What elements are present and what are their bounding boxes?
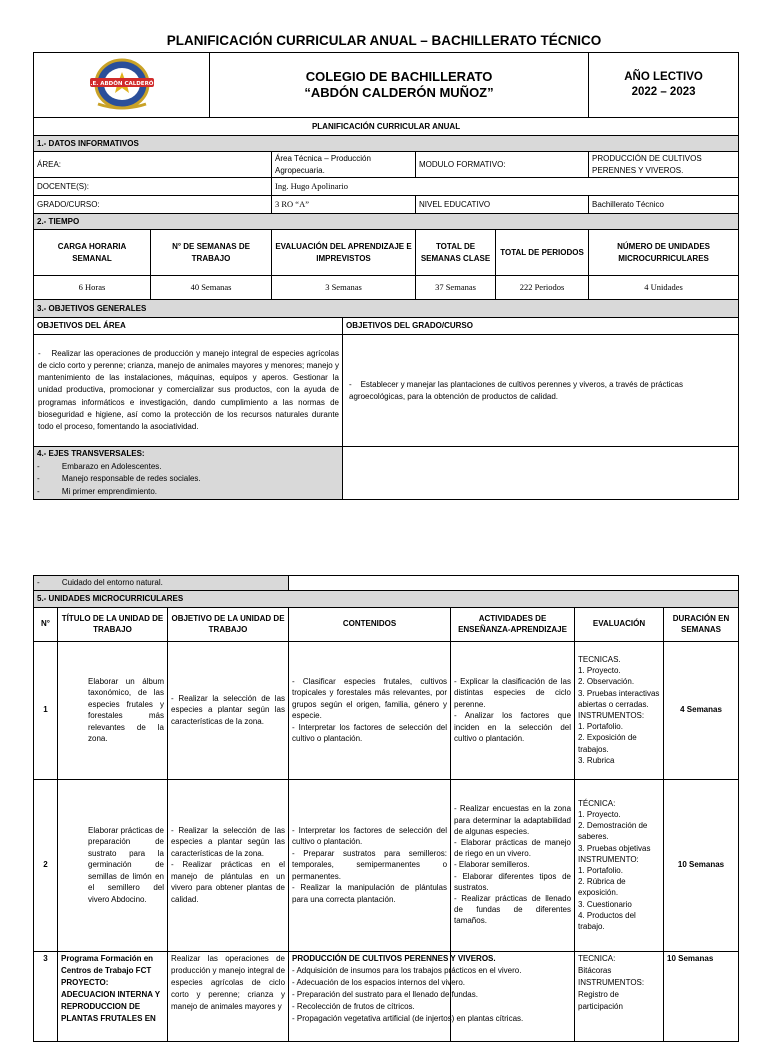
unidades-header-evaluacion: EVALUACIÓN [575,607,664,641]
objetivos-area-header: OBJETIVOS DEL ÁREA [34,318,343,335]
unidad-objetivo: - Realizar la selección de las especies a plantar según las características de la zona. - Realizar prácticas en el manejo de plántulas en un vivero para obtener plantas de calidad. [168,779,289,951]
unidades-header-num: N° [34,607,58,641]
tiempo-value-unidades: 4 Unidades [589,276,739,300]
unidad-actividades: - Explicar la clasificación de las distintas especies de ciclo perenne. - Analizar los factores que inciden en la selección del cultivo o plantación. [451,641,575,779]
unidad-contenidos: - Clasificar especies frutales, cultivos tropicales y forestales más relevantes, por grupos según el origen, familia, género y especie. - Interpretar los factores de selección del cultivo o plantación. [289,641,451,779]
unidad-titulo: Elaborar un álbum taxonómico, de las especies frutales y forestales más relevantes de la zona. [58,641,168,779]
unidad-num: 2 [34,779,58,951]
tiempo-value-total-semanas: 37 Semanas [416,276,496,300]
svg-text:U.E. ABDÓN CALDERÓN: U.E. ABDÓN CALDERÓN [85,81,158,88]
area-value: Área Técnica – Producción Agropecuaria. [272,152,416,178]
modulo-value: PRODUCCIÓN DE CULTIVOS PERENNES Y VIVEROS. [589,152,739,178]
unidad-num: 1 [34,641,58,779]
section-datos-informativos: 1.- DATOS INFORMATIVOS [34,136,739,152]
unidad-titulo: Elaborar prácticas de preparación de sustrato para la germinación de semillas de limón en el semillero del vivero Abdocino. [58,779,168,951]
table-row [34,951,739,1041]
tiempo-value-semanas: 40 Semanas [151,276,272,300]
table-row [34,641,739,779]
eje-continued: - Cuidado del entorno natural. [34,576,289,591]
page-title: PLANIFICACIÓN CURRICULAR ANUAL – BACHILLERATO TÉCNICO [166,33,602,48]
tiempo-header-periodos: TOTAL DE PERIODOS [496,230,589,276]
objetivos-grado-text: - Establecer y manejar las plantaciones de cultivos perennes y viveros, a través de prácticas agroecológicas, para la obtención de productos de calidad. [343,335,739,447]
nivel-label: NIVEL EDUCATIVO [416,196,589,214]
grado-label: GRADO/CURSO: [34,196,272,214]
unidad-objetivo: Realizar las operaciones de producción y manejo integral de especies agrícolas de ciclo corto y perenne; crianza y manejo de animales mayores y [168,951,289,1041]
table-row [34,779,739,951]
plan-title: PLANIFICACIÓN CURRICULAR ANUAL [34,118,739,136]
tiempo-value-carga: 6 Horas [34,276,151,300]
unidades-header-objetivo: OBJETIVO DE LA UNIDAD DE TRABAJO [168,607,289,641]
eje-item: - Embarazo en Adolescentes. [37,461,162,471]
objetivos-grado-header: OBJETIVOS DEL GRADO/CURSO [343,318,739,335]
unidad-contenidos: PRODUCCIÓN DE CULTIVOS PERENNES Y VIVEROS. - Adquisición de insumos para los trabajos prácticos en el vivero. - Adecuación de los espacios internos del vivero. - Preparación del sustrato para el llenado de fundas. - Recolección de frutos de cítricos. - Propagación vegetativa artificial (de injertos) en plantas cítricas. [289,951,451,1041]
unidad-duracion: 4 Semanas [664,641,739,779]
unidad-objetivo: - Realizar la selección de las especies a plantar según las características de la zona. [168,641,289,779]
section-objetivos: 3.- OBJETIVOS GENERALES [34,300,739,318]
area-label: ÁREA: [34,152,272,178]
eje-continued-empty [289,576,739,591]
tiempo-header-evaluacion: EVALUACIÓN DEL APRENDIZAJE E IMPREVISTOS [272,230,416,276]
unidades-header-actividades: ACTIVIDADES DE ENSEÑANZA-APRENDIZAJE [451,607,575,641]
tiempo-header-total-semanas: TOTAL DE SEMANAS CLASE [416,230,496,276]
unidad-duracion: 10 Semanas [664,779,739,951]
tiempo-value-periodos: 222 Periodos [496,276,589,300]
ejes-transversales: 4.- EJES TRANSVERSALES: - Embarazo en Adolescentes. - Manejo responsable de redes sociales. - Mi primer emprendimiento. [34,447,343,500]
tiempo-value-evaluacion: 3 Semanas [272,276,416,300]
eje-item: - Manejo responsable de redes sociales. [37,474,201,483]
school-name: COLEGIO DE BACHILLERATO “ABDÓN CALDERÓN MUÑOZ” [210,53,589,118]
docente-value: Ing. Hugo Apolinario [272,178,739,196]
section-unidades: 5.- UNIDADES MICROCURRICULARES [34,590,739,607]
unidad-evaluacion: TECNICAS. 1. Proyecto. 2. Observación. 3. Pruebas interactivas abiertas o cerradas. INSTRUMENTOS: 1. Portafolio. 2. Exposición de trabajos. 3. Rubrica [575,641,664,779]
docente-label: DOCENTE(S): [34,178,272,196]
tiempo-header-unidades: NÚMERO DE UNIDADES MICROCURRICULARES [589,230,739,276]
unidad-contenidos: - Interpretar los factores de selección del cultivo o plantación. - Preparar sustratos para semilleros: temporales, semipermanentes o permanentes. - Realizar la manipulación de plántulas para una correcta plantación. [289,779,451,951]
modulo-label: MODULO FORMATIVO: [416,152,589,178]
unidad-evaluacion: TÉCNICA: 1. Proyecto. 2. Demostración de saberes. 3. Pruebas objetivas INSTRUMENTO: 1. Portafolio. 2. Rúbrica de exposición. 3. Cuestionario 4. Productos del trabajo. [575,779,664,951]
unidades-table [33,575,739,1042]
grado-value: 3 RO “A” [272,196,416,214]
school-logo [34,53,210,118]
school-crest-icon [86,54,158,112]
objetivos-area-text: - Realizar las operaciones de producción y manejo integral de especies agrícolas de ciclo corto y perenne; crianza, manejo de animales mayores y menores; manejo y mantenimiento de las instalaciones, máquinas, equipos y aperos. Gestionar la unidad productiva, promocionar y comercializar sus productos, con la ayuda de programas informáticos e investigación, dando cumplimiento a las normas de bioseguridad e higiene, así como la protección de los recursos naturales durante todo el proceso, fomentando la asociatividad. [34,335,343,447]
unidad-num: 3 [34,951,58,1041]
academic-year: AÑO LECTIVO 2022 – 2023 [589,53,739,118]
unidad-duracion: 10 Semanas [664,951,739,1041]
unidades-header-contenidos: CONTENIDOS [289,607,451,641]
unidades-header-titulo: TÍTULO DE LA UNIDAD DE TRABAJO [58,607,168,641]
unidad-actividades: - Realizar encuestas en la zona para determinar la adaptabilidad de algunas especies. - Elaborar prácticas de manejo de riego en un vivero. - Elaborar semilleros. - Elaborar diferentes tipos de sustratos. - Realizar prácticas de llenado de fundas de diferentes tamaños. [451,779,575,951]
eje-item: - Mi primer emprendimiento. [37,486,158,496]
tiempo-header-semanas: N° DE SEMANAS DE TRABAJO [151,230,272,276]
unidad-titulo: Programa Formación en Centros de Trabajo FCT PROYECTO: ADECUACION INTERNA Y REPRODUCCION DE PLANTAS FRUTALES EN [58,951,168,1041]
ejes-empty-cell [343,447,739,500]
header-and-info-table [33,52,739,500]
unidades-header-duracion: DURACIÓN EN SEMANAS [664,607,739,641]
tiempo-header-carga: CARGA HORARIA SEMANAL [34,230,151,276]
nivel-value: Bachillerato Técnico [589,196,739,214]
section-tiempo: 2.- TIEMPO [34,214,739,230]
unidad-evaluacion: TECNICA: Bitácoras INSTRUMENTOS: Registro de participación [575,951,664,1041]
